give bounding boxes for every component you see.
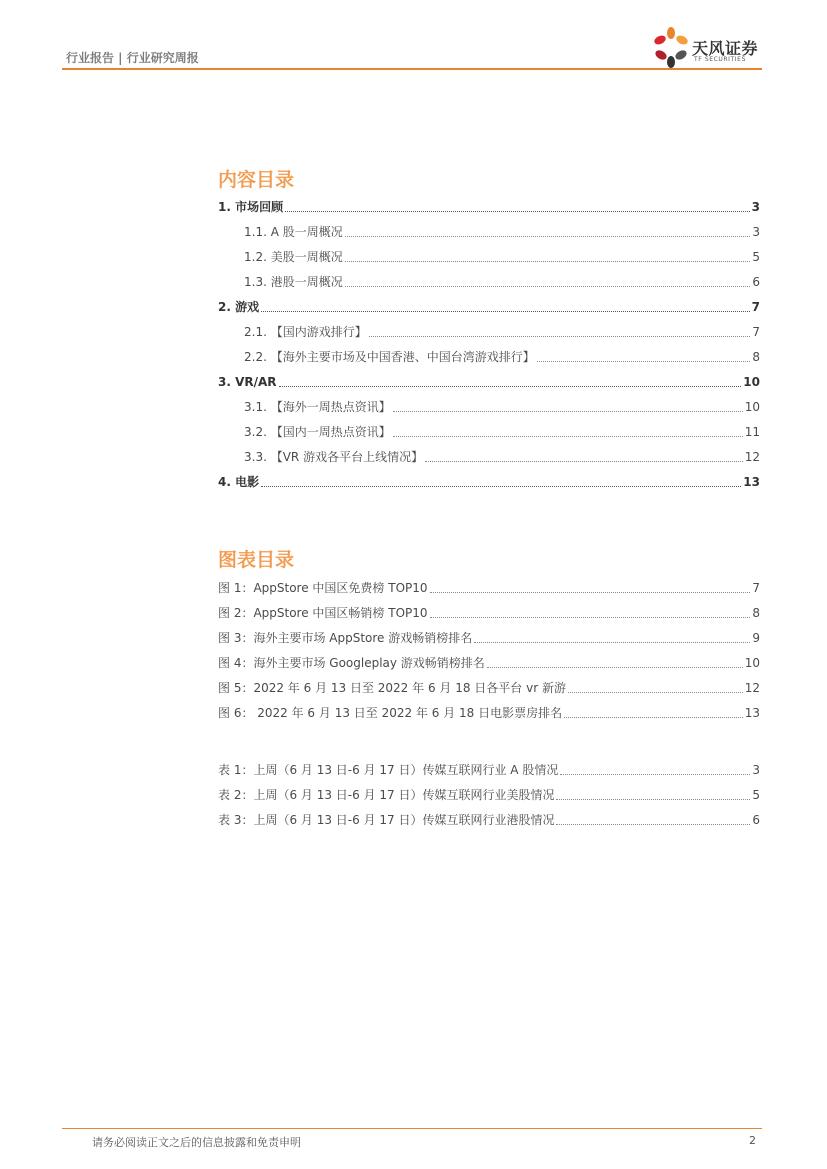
figure-entry[interactable] — [218, 576, 760, 601]
dot-leader — [556, 823, 750, 825]
dot-leader — [393, 410, 743, 412]
dot-leader — [474, 641, 750, 643]
toc-entry-label: 1.1. A 股一周概况 — [244, 225, 343, 239]
footer-divider — [62, 1128, 762, 1129]
toc-list — [218, 195, 760, 495]
table-entry-page: 3 — [752, 763, 760, 777]
dot-leader — [393, 435, 743, 437]
figures-title: 图表目录 — [218, 549, 295, 571]
figure-entry-page: 13 — [744, 706, 760, 720]
dot-leader — [369, 335, 751, 337]
toc-entry[interactable] — [218, 445, 760, 470]
toc-title: 内容目录 — [218, 169, 295, 191]
toc-entry-label: 2.2. 【海外主要市场及中国香港、中国台湾游戏排行】 — [244, 350, 535, 364]
toc-entry-page: 5 — [752, 250, 760, 264]
table-entry-label: 表 2：上周（6 月 13 日-6 月 17 日）传媒互联网行业美股情况 — [218, 788, 555, 802]
figure-entry-label: 图 5：2022 年 6 月 13 日至 2022 年 6 月 18 日各平台 vr 新游 — [218, 681, 566, 695]
toc-entry-page: 6 — [752, 275, 760, 289]
dot-leader — [345, 260, 751, 262]
dot-leader — [564, 716, 743, 718]
dot-leader — [425, 460, 743, 462]
toc-entry-label: 1.2. 美股一周概况 — [244, 250, 343, 264]
toc-entry[interactable] — [218, 195, 760, 220]
toc-entry-label: 3. VR/AR — [218, 375, 277, 389]
page-number: 2 — [749, 1134, 756, 1147]
figure-entry-page: 9 — [752, 631, 760, 645]
toc-entry-page: 11 — [744, 425, 760, 439]
figure-entry-label: 图 6： 2022 年 6 月 13 日至 2022 年 6 月 18 日电影票房排名 — [218, 706, 563, 720]
figure-entry[interactable] — [218, 651, 760, 676]
toc-entry-label: 2.1. 【国内游戏排行】 — [244, 325, 367, 339]
figure-entry-label: 图 3：海外主要市场 AppStore 游戏畅销榜排名 — [218, 631, 473, 645]
figure-entry-label: 图 1：AppStore 中国区免费榜 TOP10 — [218, 581, 428, 595]
toc-entry-page: 10 — [744, 400, 760, 414]
toc-entry[interactable] — [218, 245, 760, 270]
figure-entry-label: 图 4：海外主要市场 Googleplay 游戏畅销榜排名 — [218, 656, 485, 670]
disclaimer: 请务必阅读正文之后的信息披露和免责申明 — [92, 1136, 301, 1149]
toc-entry-page: 7 — [752, 325, 760, 339]
toc-entry-page: 8 — [752, 350, 760, 364]
toc-entry[interactable] — [218, 320, 760, 345]
tables-list — [218, 758, 760, 833]
dot-leader — [345, 235, 751, 237]
toc-entry-label: 3.3. 【VR 游戏各平台上线情况】 — [244, 450, 424, 464]
toc-entry[interactable] — [218, 295, 760, 320]
toc-entry-page: 10 — [743, 375, 760, 389]
toc-entry[interactable] — [218, 345, 760, 370]
toc-entry-label: 3.1. 【海外一周热点资讯】 — [244, 400, 391, 414]
figure-entry-page: 8 — [752, 606, 760, 620]
toc-entry-page: 7 — [751, 300, 760, 314]
toc-entry-label: 3.2. 【国内一周热点资讯】 — [244, 425, 391, 439]
toc-entry-label: 1. 市场回顾 — [218, 200, 284, 214]
table-entry-page: 6 — [752, 813, 760, 827]
dot-leader — [430, 591, 751, 593]
table-entry[interactable] — [218, 758, 760, 783]
dot-leader — [261, 310, 750, 312]
table-entry[interactable] — [218, 808, 760, 833]
figure-entry[interactable] — [218, 701, 760, 726]
dot-leader — [537, 360, 751, 362]
figures-list — [218, 576, 760, 726]
toc-entry-page: 3 — [752, 225, 760, 239]
logo-english-name: TF SECURITIES — [694, 56, 746, 63]
report-type: 行业报告 | 行业研究周报 — [66, 51, 199, 65]
toc-entry-label: 4. 电影 — [218, 475, 260, 489]
dot-leader — [568, 691, 743, 693]
dot-leader — [279, 385, 742, 387]
toc-entry-label: 1.3. 港股一周概况 — [244, 275, 343, 289]
dot-leader — [345, 285, 751, 287]
logo-chinese-name: 天风证券 — [692, 39, 759, 58]
figure-entry[interactable] — [218, 626, 760, 651]
header-divider — [62, 68, 762, 70]
dot-leader — [285, 210, 750, 212]
figure-entry[interactable] — [218, 676, 760, 701]
table-entry[interactable] — [218, 783, 760, 808]
toc-entry[interactable] — [218, 270, 760, 295]
toc-entry[interactable] — [218, 220, 760, 245]
toc-entry-page: 3 — [751, 200, 760, 214]
figure-entry-page: 12 — [744, 681, 760, 695]
dot-leader — [560, 773, 750, 775]
figure-entry-page: 10 — [744, 656, 760, 670]
figure-entry-label: 图 2：AppStore 中国区畅销榜 TOP10 — [218, 606, 428, 620]
figure-entry[interactable] — [218, 601, 760, 626]
toc-entry[interactable] — [218, 370, 760, 395]
figure-entry-page: 7 — [752, 581, 760, 595]
toc-entry[interactable] — [218, 470, 760, 495]
toc-entry-label: 2. 游戏 — [218, 300, 260, 314]
dot-leader — [487, 666, 743, 668]
dot-leader — [430, 616, 751, 618]
table-entry-page: 5 — [752, 788, 760, 802]
table-entry-label: 表 1：上周（6 月 13 日-6 月 17 日）传媒互联网行业 A 股情况 — [218, 763, 559, 777]
dot-leader — [261, 485, 741, 487]
flower-logo-icon — [650, 26, 692, 70]
toc-entry[interactable] — [218, 420, 760, 445]
toc-entry-page: 12 — [744, 450, 760, 464]
table-entry-label: 表 3：上周（6 月 13 日-6 月 17 日）传媒互联网行业港股情况 — [218, 813, 555, 827]
toc-entry[interactable] — [218, 395, 760, 420]
company-logo — [650, 26, 765, 70]
dot-leader — [556, 798, 750, 800]
toc-entry-page: 13 — [743, 475, 760, 489]
